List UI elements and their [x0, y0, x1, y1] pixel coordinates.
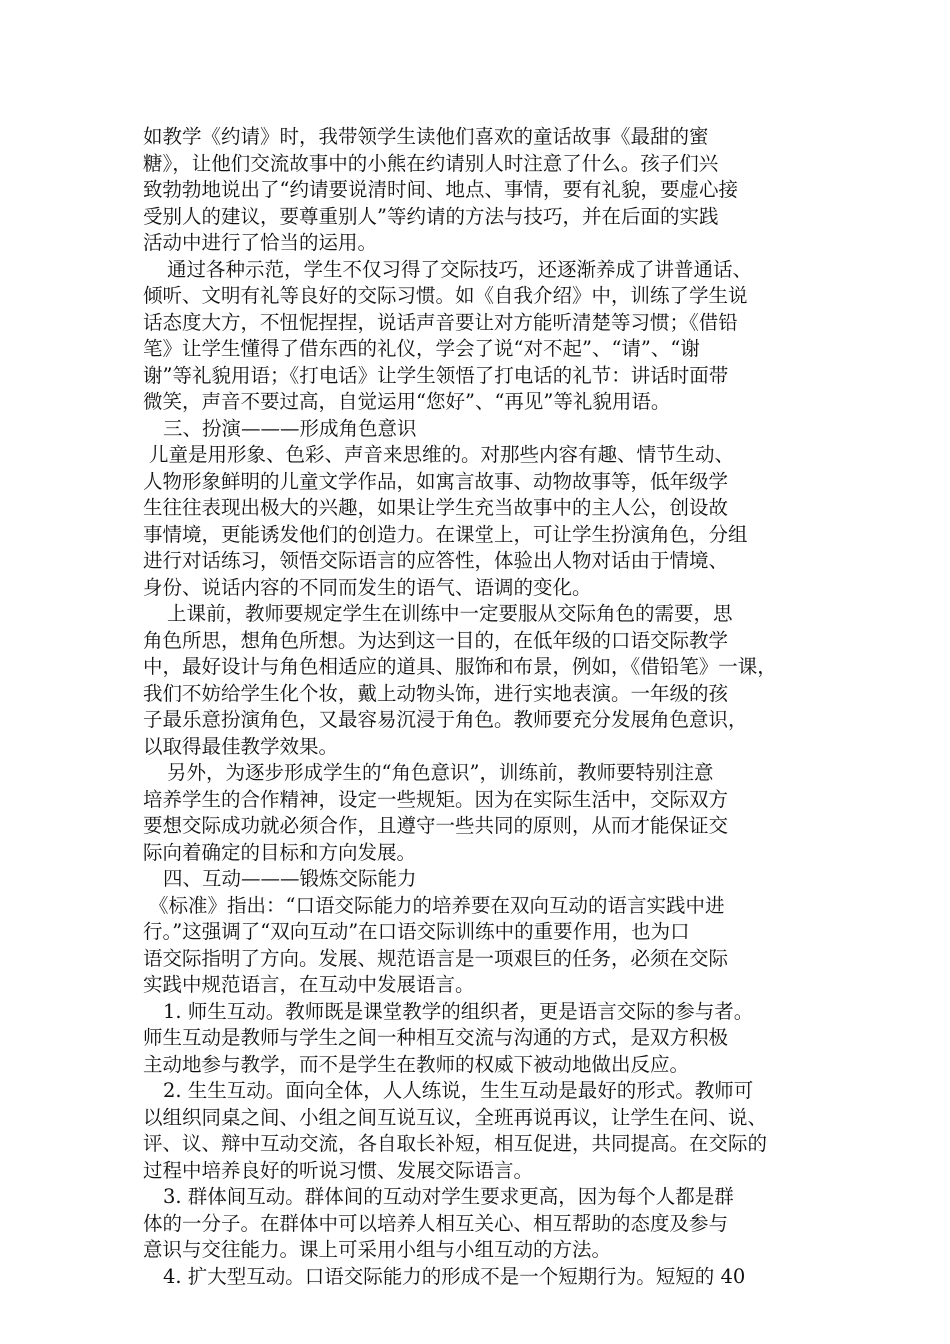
paragraph-line: 际向着确定的目标和方向发展。	[143, 840, 417, 864]
paragraph-line: 人物形象鲜明的儿童文学作品，如寓言故事、动物故事等，低年级学	[143, 469, 729, 493]
paragraph-line: 生往往表现出极大的兴趣，如果让学生充当故事中的主人公，创设故	[143, 496, 729, 519]
paragraph-line: 笔》让学生懂得了借东西的礼仪，学会了说“对不起”、“请”、“谢	[143, 337, 700, 360]
paragraph-line: 中，最好设计与角色相适应的道具、服饰和布景，例如，《借铅笔》一课，	[143, 655, 777, 678]
paragraph-line: 实践中规范语言，在互动中发展语言。	[143, 973, 475, 996]
list-item-line: 1. 师生互动。教师既是课堂教学的组织者，更是语言交际的参与者。	[163, 999, 754, 1023]
paragraph-line: 微笑，声音不要过高，自觉运用“您好”、“再见”等礼貌用语。	[143, 390, 671, 413]
section-heading: 四、互动———锻炼交际能力	[163, 867, 417, 890]
paragraph-line: 主动地参与教学，而不是学生在教师的权威下被动地做出反应。	[143, 1052, 690, 1076]
paragraph-line: 体的一分子。在群体中可以培养人相互关心、相互帮助的态度及参与	[143, 1211, 729, 1235]
paragraph-line: 过程中培养良好的听说习惯、发展交际语言。	[143, 1158, 534, 1182]
paragraph-line: 评、议、辩中互动交流，各自取长补短，相互促进，共同提高。在交际的	[143, 1132, 768, 1155]
paragraph-line: 儿童是用形象、色彩、声音来思维的。对那些内容有趣、情节生动、	[149, 443, 735, 466]
paragraph-line: 如教学《约请》时，我带领学生读他们喜欢的童话故事《最甜的蜜	[143, 125, 709, 148]
paragraph-line: 致勃勃地说出了“约请要说清时间、地点、事情，要有礼貌，要虚心接	[143, 178, 738, 201]
paragraph-line: 活动中进行了恰当的运用。	[143, 231, 378, 254]
paragraph-line: 我们不妨给学生化个妆，戴上动物头饰，进行实地表演。一年级的孩	[143, 681, 729, 705]
list-item-line: 3. 群体间互动。群体间的互动对学生要求更高，因为每个人都是群	[163, 1185, 734, 1208]
paragraph-line: 行。”这强调了“双向互动”在口语交际训练中的重要作用，也为口	[143, 920, 690, 943]
paragraph-line: 进行对话练习，领悟交际语言的应答性，体验出人物对话由于情境、	[143, 549, 729, 572]
document-body	[143, 124, 823, 1290]
section-heading: 三、扮演———形成角色意识	[163, 416, 417, 440]
paragraph-line: 角色所思，想角色所想。为达到这一目的，在低年级的口语交际教学	[143, 628, 729, 652]
paragraph-line: 培养学生的合作精神，设定一些规矩。因为在实际生活中，交际双方	[143, 787, 729, 811]
list-item-line: 2. 生生互动。面向全体，人人练说，生生互动是最好的形式。教师可	[163, 1079, 754, 1102]
paragraph-line: 事情境，更能诱发他们的创造力。在课堂上，可让学生扮演角色，分组	[143, 522, 748, 546]
paragraph-line: 意识与交往能力。课上可采用小组与小组互动的方法。	[143, 1238, 612, 1261]
list-item-line: 4. 扩大型互动。口语交际能力的形成不是一个短期行为。短短的 40	[163, 1264, 746, 1288]
paragraph-line: 子最乐意扮演角色，又最容易沉浸于角色。教师要充分发展角色意识，	[143, 708, 748, 731]
paragraph-line: 另外，为逐步形成学生的“角色意识”，训练前，教师要特别注意	[167, 761, 714, 784]
paragraph-line: 以取得最佳教学效果。	[143, 734, 339, 758]
paragraph-line: 糖》，让他们交流故事中的小熊在约请别人时注意了什么。孩子们兴	[143, 151, 719, 175]
paragraph-line: 谢”等礼貌用语；《打电话》让学生领悟了打电话的礼节：讲话时面带	[143, 363, 729, 387]
paragraph-line: 通过各种示范，学生不仅习得了交际技巧，还逐渐养成了讲普通话、	[167, 257, 753, 281]
paragraph-line: 受别人的建议，要尊重别人”等约请的方法与技巧，并在后面的实践	[143, 204, 719, 228]
paragraph-line: 话态度大方，不忸怩捏捏，说话声音要让对方能听清楚等习惯；《借铅	[143, 310, 738, 334]
paragraph-line: 倾听、文明有礼等良好的交际习惯。如《自我介绍》中，训练了学生说	[143, 284, 748, 307]
paragraph-line: 要想交际成功就必须合作，且遵守一些共同的原则，从而才能保证交	[143, 814, 729, 837]
paragraph-line: 师生互动是教师与学生之间一种相互交流与沟通的方式，是双方积极	[143, 1026, 729, 1049]
paragraph-line: 语交际指明了方向。发展、规范语言是一项艰巨的任务，必须在交际	[143, 946, 729, 970]
paragraph-line: 上课前，教师要规定学生在训练中一定要服从交际角色的需要，思	[167, 602, 733, 625]
paragraph-line: 以组织同桌之间、小组之间互说互议，全班再说再议，让学生在问、说、	[143, 1105, 768, 1129]
paragraph-line: 《标准》指出：“口语交际能力的培养要在双向互动的语言实践中进	[149, 893, 725, 917]
paragraph-line: 身份、说话内容的不同而发生的语气、语调的变化。	[143, 575, 592, 599]
